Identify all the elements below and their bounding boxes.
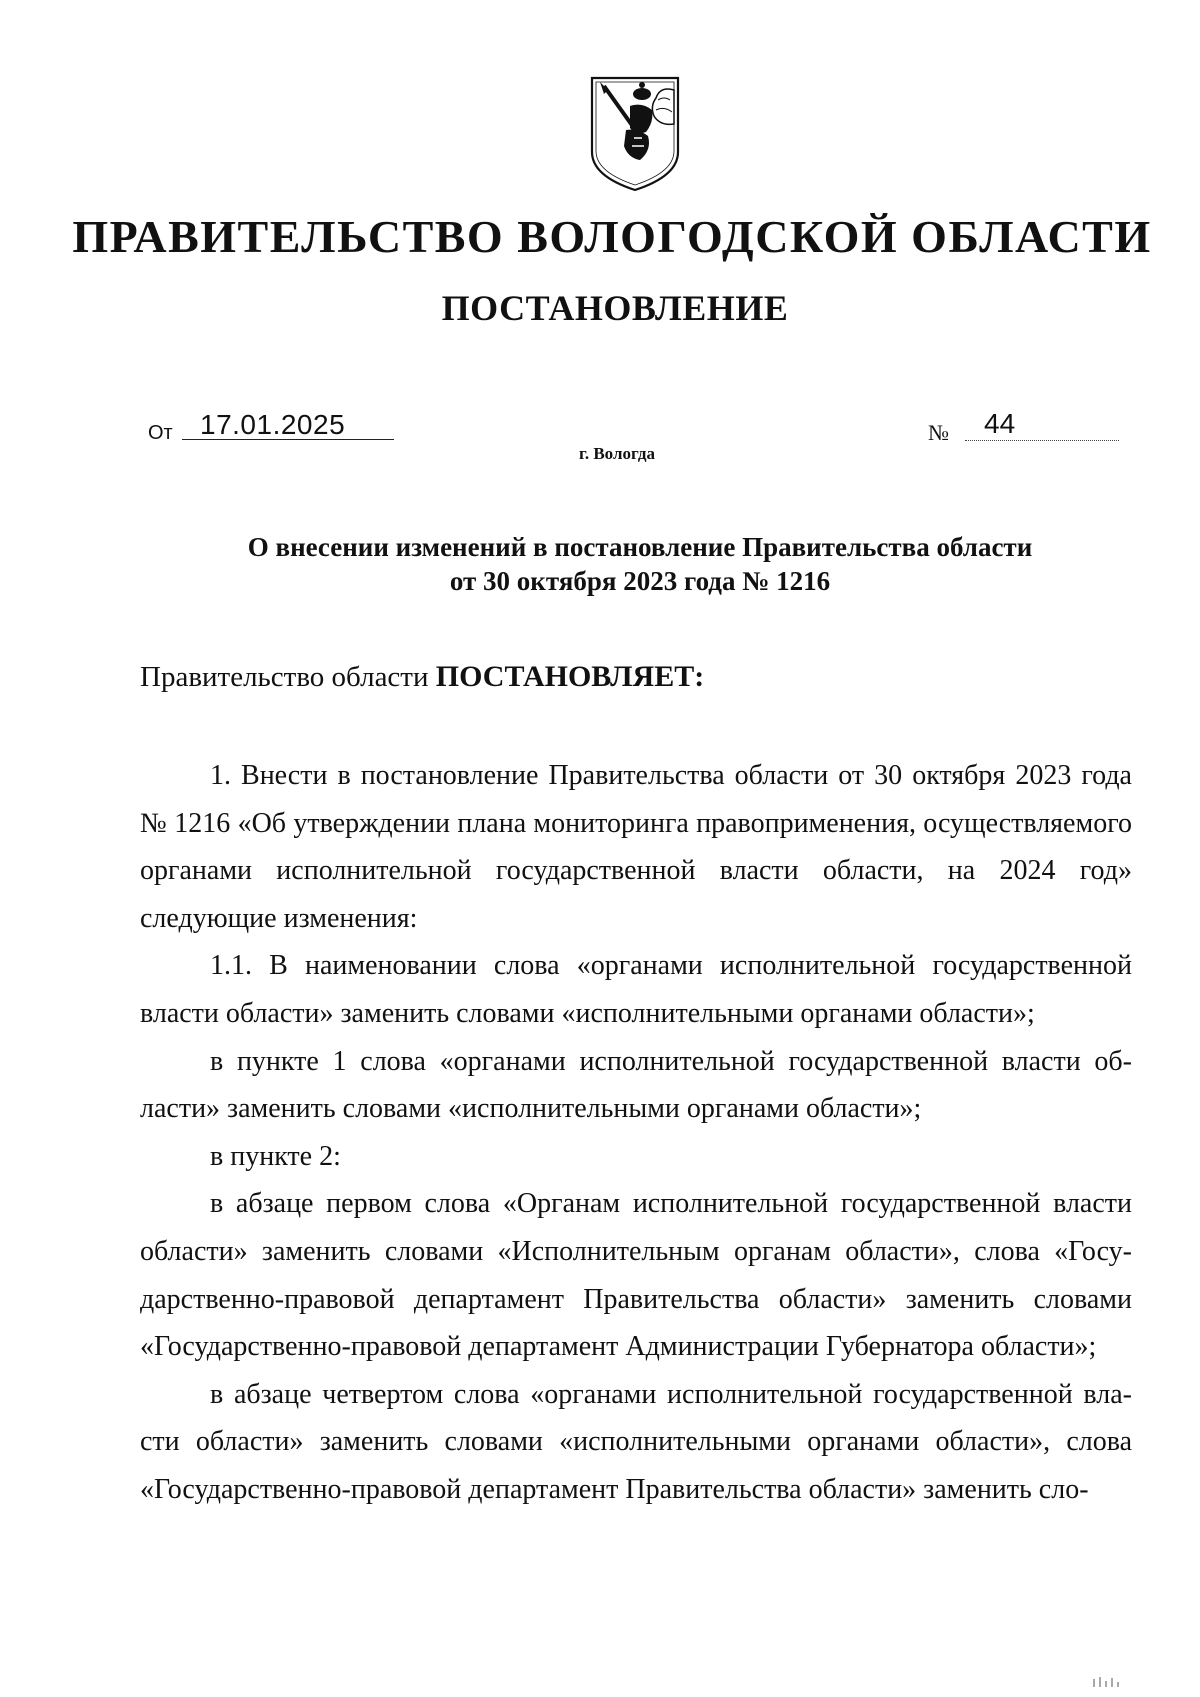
body-paragraph: 1. Внести в постановление Правительства области от 30 октября 2023 года № 1216 «Об утверждении плана мониторинга правоприменения, осуществляемого органами исполнительной государственной власти области, на 2024 год» следующие изменения: — [140, 760, 1132, 934]
city-name: г. Вологда — [579, 444, 655, 463]
resolution-statement — [140, 660, 704, 694]
coat-of-arms-emblem — [590, 76, 680, 192]
resolution-keyword: ПОСТАНОВЛЯЕТ: — [435, 660, 705, 693]
body-paragraph: в абзаце четвертом слова «органами исполнительной государственной власти области» заменить словами «исполнительными органами области», слова «Государственно-правовой департамент Правительства области» заменить сло- — [140, 1378, 1132, 1505]
body-paragraph: в пункте 1 слова «органами исполнительной государственной власти области» заменить словами «исполнительными органами области»; — [140, 1045, 1132, 1125]
subject-line: О внесении изменений в постановление Правительства области — [247, 532, 1033, 562]
document-number: 44 — [984, 408, 1016, 439]
date-prefix-label: От — [148, 422, 173, 444]
government-title: ПРАВИТЕЛЬСТВО ВОЛОГОДСКОЙ ОБЛАСТИ — [72, 211, 1152, 262]
subject-line: от 30 октября 2023 года № 1216 — [449, 566, 831, 596]
resolution-prefix: Правительство области — [140, 661, 436, 693]
number-label: № — [928, 420, 949, 445]
body-paragraph: 1.1. В наименовании слова «органами исполнительной государственной власти области» заменить словами «исполнительными органами области»; — [140, 950, 1132, 1029]
document-type: ПОСТАНОВЛЕНИЕ — [441, 288, 789, 328]
body-paragraph: в абзаце первом слова «Органам исполнительной государственной власти области» заменить словами «Исполнительным органам области», слова «Государственно-правовой департамент Правительства области» заменить словами «Государственно-правовой департамент Администрации Губернатора области»; — [140, 1188, 1132, 1363]
document-date: 17.01.2025 — [200, 409, 346, 440]
scan-artifact — [1092, 1675, 1122, 1689]
document-subject — [140, 530, 1140, 598]
body-paragraph: в пункте 2: — [210, 1140, 341, 1172]
document-body — [140, 752, 1132, 1514]
